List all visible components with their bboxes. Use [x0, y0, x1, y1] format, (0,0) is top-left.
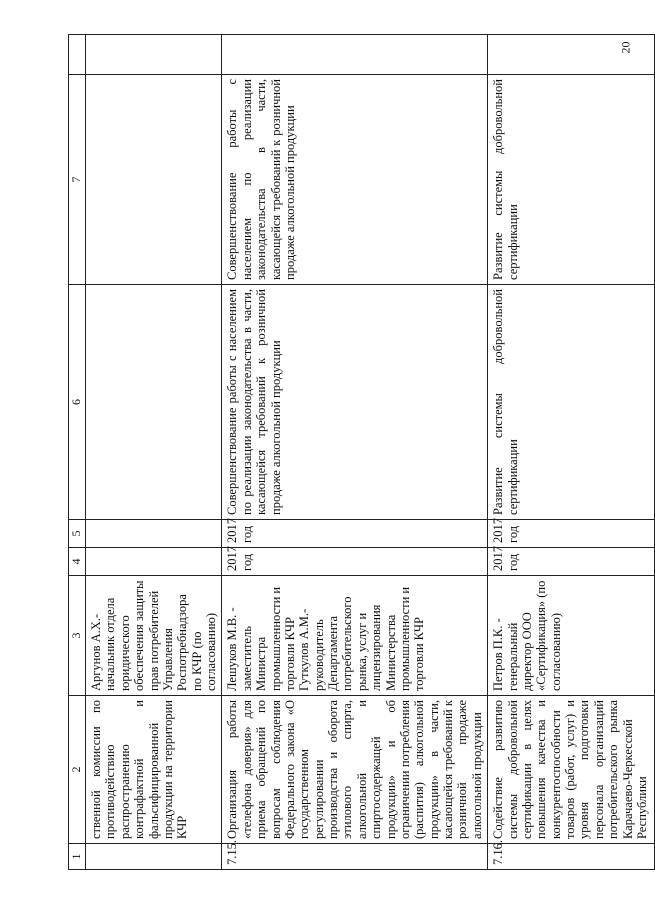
goal-cell: Совершенствование работы с населением по реализации законодательства в части, касающейся требований к розничной продаже алкогольной продукции	[222, 285, 488, 520]
rotated-table-wrapper	[68, 35, 649, 870]
result-cell: Развитие системы добровольной сертификации	[488, 75, 655, 285]
start-cell	[86, 548, 222, 576]
empty-cell	[222, 35, 488, 75]
col-header-6: 6	[69, 285, 86, 520]
empty-cell	[86, 35, 222, 75]
table-header-row	[69, 35, 86, 870]
col-header-4: 4	[69, 548, 86, 576]
result-cell	[86, 75, 222, 285]
event-cell: Содействие развитию системы добровольной сертификации в целях повышения качества и конкурентоспособности товаров (работ, услуг) и уровня подготовки персонала организаций потребительского рынка Карачаево-Черкесской Республики	[488, 696, 655, 844]
end-cell: 2017 год	[488, 520, 655, 548]
col-header-3: 3	[69, 576, 86, 696]
col-header-2: 2	[69, 696, 86, 844]
col-header-7: 7	[69, 75, 86, 285]
start-cell: 2017 год	[222, 548, 488, 576]
goal-cell	[86, 285, 222, 520]
table-row	[86, 35, 222, 870]
executor-cell: Лешуков М.В. - заместитель Министра промышленности и торговли КЧР Гуткулов А.М.- руководитель Департамента потребительского рынка, услуг и лицензирования Министерства промышленности и торговли КЧР	[222, 576, 488, 696]
col-header-1: 1	[69, 844, 86, 870]
end-cell	[86, 520, 222, 548]
result-cell: Совершенствование работы с населением по реализации законодательства в части, касающейся требований к розничной продаже алкогольной продукции	[222, 75, 488, 285]
event-cell: Организация работы «телефона доверия» для приема обращений по вопросам соблюдения Федерального закона «О государственном регулировании производства и оборота этилового спирта, алкогольной и спиртосодержащей продукции» и об ограничении потребления (распития) алкогольной продукции» в части, касающейся требований к розничной продаже алкогольной продукции	[222, 696, 488, 844]
executor-cell: Аргунов А.Х.- начальник отдела юридического обеспечения защиты прав потребителей Управления Роспотребнадзора по КЧР (по согласованию)	[86, 576, 222, 696]
goal-cell: Развитие системы добровольной сертификации	[488, 285, 655, 520]
row-number: 7.16.	[488, 844, 655, 870]
row-number	[86, 844, 222, 870]
empty-cell	[488, 35, 655, 75]
col-header-5: 5	[69, 520, 86, 548]
page-number: 20	[618, 41, 633, 54]
start-cell: 2017 год	[488, 548, 655, 576]
executor-cell: Петров П.К. - генеральный директор ООО «Сертификация» (по согласованию)	[488, 576, 655, 696]
plan-table	[68, 34, 655, 870]
table-row	[222, 35, 488, 870]
end-cell: 2017 год	[222, 520, 488, 548]
event-cell: ственной комиссии по противодействию распространению контрафактной и фальсифицированной продукции на территории КЧР	[86, 696, 222, 844]
table-row	[488, 35, 655, 870]
row-number: 7.15.	[222, 844, 488, 870]
col-header-8	[69, 35, 86, 75]
